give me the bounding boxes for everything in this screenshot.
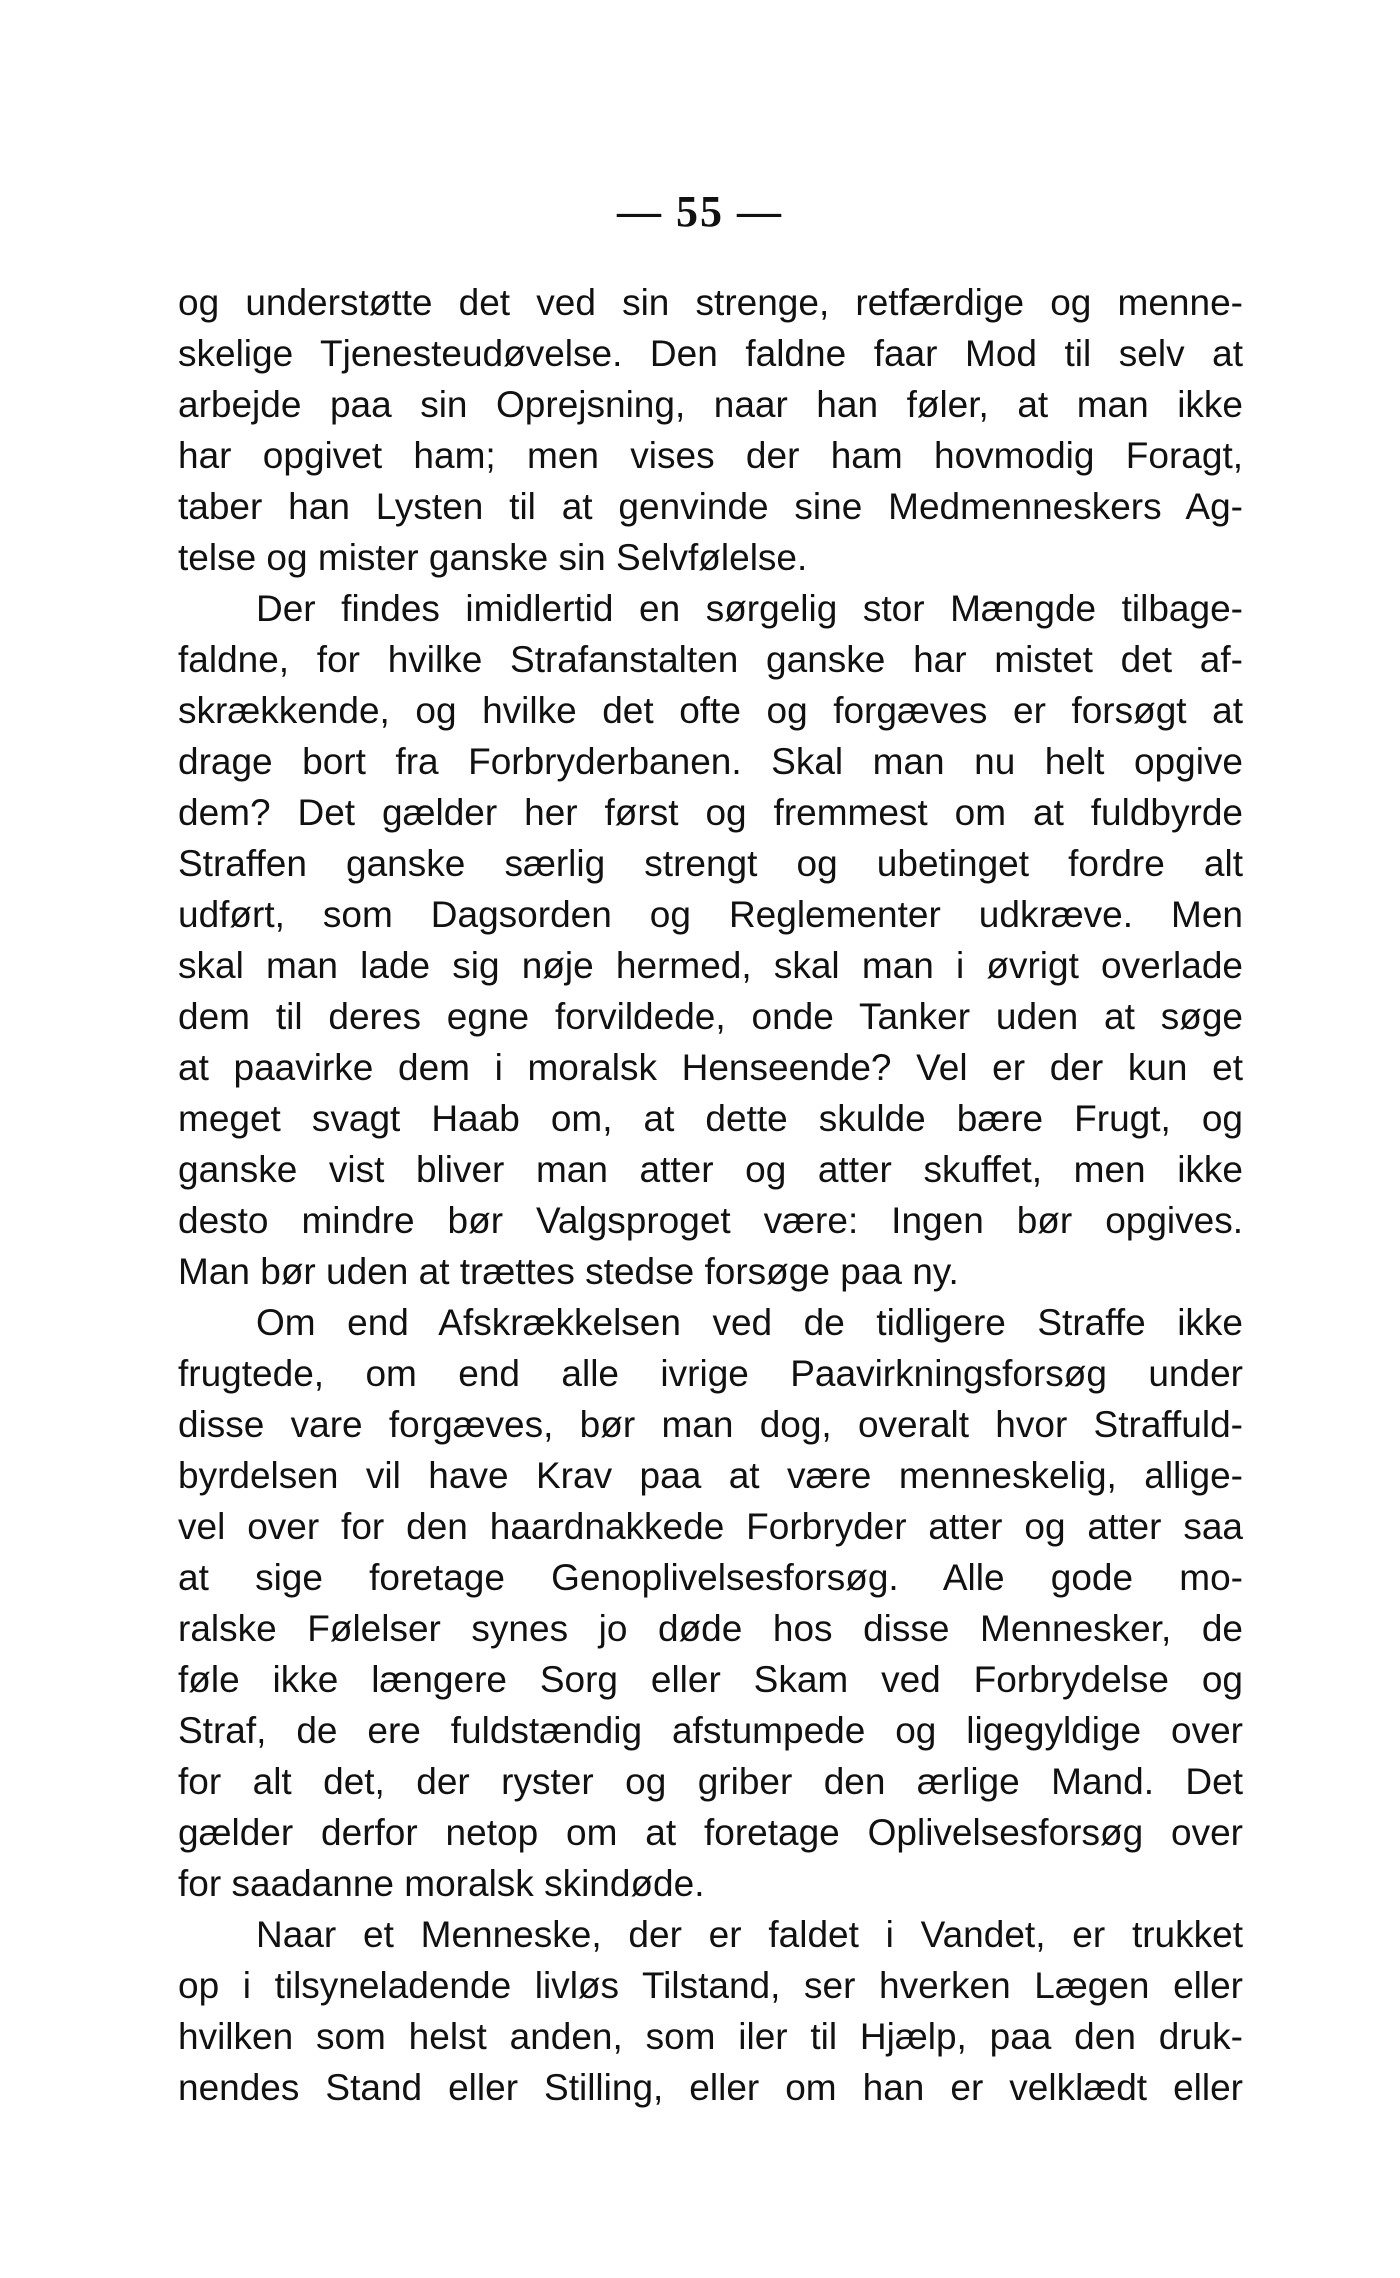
text-line: skal man lade sig nøje hermed, skal man i øvrigt overlade (178, 945, 1243, 986)
text-line: dem til deres egne forvildede, onde Tanker uden at søge (178, 996, 1243, 1037)
text-line: Straffen ganske særlig strengt og ubetinget fordre alt (178, 843, 1243, 884)
text-line: skelige Tjenesteudøvelse. Den faldne faar Mod til selv at (178, 333, 1243, 374)
text-line: vel over for den haardnakkede Forbryder atter og atter saa (178, 1506, 1243, 1547)
body-text (178, 277, 1243, 2113)
text-line: udført, som Dagsorden og Reglementer udkræve. Men (178, 894, 1243, 935)
text-line: disse vare forgæves, bør man dog, overalt hvor Straffuld- (178, 1404, 1243, 1445)
text-line: op i tilsyneladende livløs Tilstand, ser hverken Lægen eller (178, 1965, 1243, 2006)
text-line: at sige foretage Genoplivelsesforsøg. Alle gode mo- (178, 1557, 1243, 1598)
text-line: har opgivet ham; men vises der ham hovmodig Foragt, (178, 435, 1243, 476)
text-line: at paavirke dem i moralsk Henseende? Vel er der kun et (178, 1047, 1243, 1088)
text-line: ralske Følelser synes jo døde hos disse Mennesker, de (178, 1608, 1243, 1649)
text-line: ganske vist bliver man atter og atter skuffet, men ikke (178, 1149, 1243, 1190)
text-line: taber han Lysten til at genvinde sine Medmenneskers Ag- (178, 486, 1243, 527)
text-line: frugtede, om end alle ivrige Paavirkningsforsøg under (178, 1353, 1243, 1394)
page-number: — 55 — (617, 187, 783, 236)
text-line: skrækkende, og hvilke det ofte og forgæves er forsøgt at (178, 690, 1243, 731)
text-line: for saadanne moralsk skindøde. (178, 1863, 705, 1904)
text-line: arbejde paa sin Oprejsning, naar han føler, at man ikke (178, 384, 1243, 425)
text-line: faldne, for hvilke Strafanstalten ganske har mistet det af- (178, 639, 1243, 680)
text-line: for alt det, der ryster og griber den ærlige Mand. Det (178, 1761, 1243, 1802)
text-line: byrdelsen vil have Krav paa at være menneskelig, allige- (178, 1455, 1243, 1496)
text-line: Om end Afskrækkelsen ved de tidligere Straffe ikke (256, 1302, 1243, 1343)
text-line: Der findes imidlertid en sørgelig stor Mængde tilbage- (256, 588, 1243, 629)
text-line: telse og mister ganske sin Selvfølelse. (178, 537, 808, 578)
text-line: desto mindre bør Valgsproget være: Ingen bør opgives. (178, 1200, 1243, 1241)
text-line: nendes Stand eller Stilling, eller om han er velklædt eller (178, 2067, 1243, 2108)
text-line: drage bort fra Forbryderbanen. Skal man nu helt opgive (178, 741, 1243, 782)
text-line: Man bør uden at trættes stedse forsøge paa ny. (178, 1251, 959, 1292)
text-line: Straf, de ere fuldstændig afstumpede og ligegyldige over (178, 1710, 1243, 1751)
text-line: gælder derfor netop om at foretage Oplivelsesforsøg over (178, 1812, 1243, 1853)
text-line: og understøtte det ved sin strenge, retfærdige og menne- (178, 282, 1243, 323)
text-line: meget svagt Haab om, at dette skulde bære Frugt, og (178, 1098, 1243, 1139)
text-line: føle ikke længere Sorg eller Skam ved Forbrydelse og (178, 1659, 1243, 1700)
text-line: dem? Det gælder her først og fremmest om at fuldbyrde (178, 792, 1243, 833)
text-line: hvilken som helst anden, som iler til Hjælp, paa den druk- (178, 2016, 1243, 2057)
text-line: Naar et Menneske, der er faldet i Vandet, er trukket (256, 1914, 1243, 1955)
